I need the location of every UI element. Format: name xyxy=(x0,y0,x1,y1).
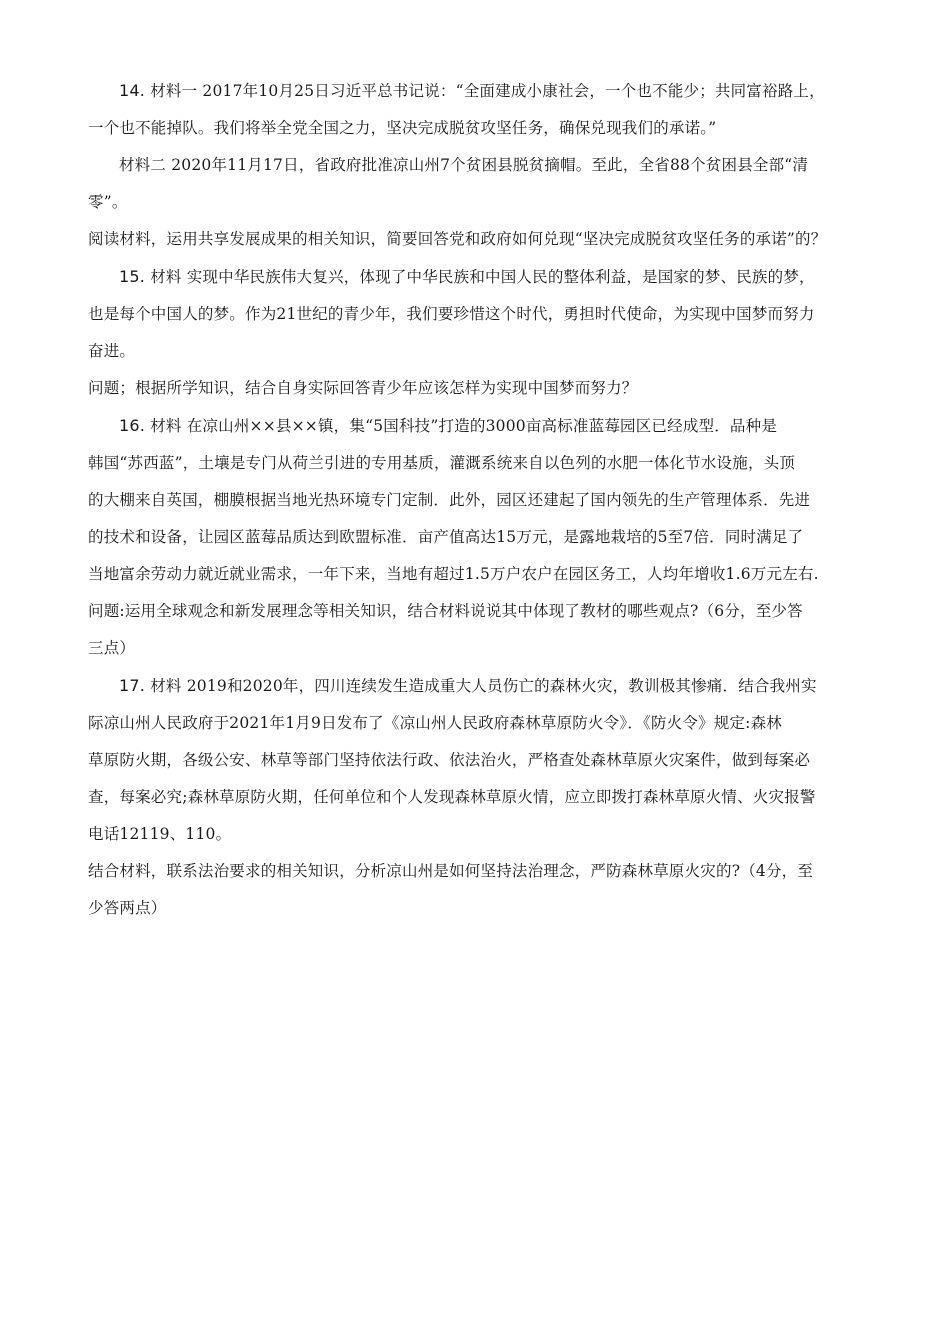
question-number: 15. xyxy=(119,267,146,286)
question-16 xyxy=(88,407,868,667)
question-15 xyxy=(88,258,868,407)
text-line: 当地富余劳动力就近就业需求，一年下来，当地有超过1.5万户农户在园区务工，人均年增收1.6万元左右. xyxy=(88,565,819,583)
text-line: 一个也不能掉队。我们将举全党全国之力，坚决完成脱贫攻坚任务，确保兑现我们的承诺。” xyxy=(88,119,717,137)
question-prompt: 少答两点） xyxy=(88,899,167,917)
text-line: 的大棚来自英国，棚膜根据当地光热环境专门定制．此外，园区还建起了国内领先的生产管理体系．先进 xyxy=(88,491,811,509)
question-prompt: 阅读材料，运用共享发展成果的相关知识，简要回答党和政府如何兑现“坚决完成脱贫攻坚任务的承诺”的？ xyxy=(88,230,827,248)
text-line: 材料一 2017年10月25日习近平总书记说：“全面建成小康社会，一个也不能少；共同富裕路上， xyxy=(150,82,825,100)
text-line: 材料二 2020年11月17日，省政府批准凉山州7个贫困县脱贫摘帽。至此，全省88个贫困县全部“清 xyxy=(119,156,809,174)
text-line: 也是每个中国人的梦。作为21世纪的青少年，我们要珍惜这个时代，勇担时代使命，为实现中国梦而努力 xyxy=(88,305,815,323)
question-17 xyxy=(88,667,868,927)
question-15-line-1 xyxy=(88,258,868,296)
document-page xyxy=(88,72,868,927)
question-prompt: 问题；根据所学知识，结合自身实际回答青少年应该怎样为实现中国梦而努力？ xyxy=(88,379,638,397)
question-prompt: 结合材料，联系法治要求的相关知识，分析凉山州是如何坚持法治理念，严防森林草原火灾的?（4分，至 xyxy=(88,862,814,880)
text-line: 查，每案必究;森林草原防火期，任何单位和个人发现森林草原火情，应立即拨打森林草原火情、火灾报警 xyxy=(88,788,816,806)
question-14-line-1 xyxy=(88,72,868,110)
question-16-line-1 xyxy=(88,407,868,445)
question-number: 16. xyxy=(119,416,146,435)
question-14 xyxy=(88,72,868,258)
text-line: 材料 在凉山州××县××镇，集“5国科技”打造的3000亩高标准蓝莓园区已经成型．品种是 xyxy=(150,417,778,435)
text-line: 韩国“苏西蓝”，土壤是专门从荷兰引进的专用基质，灌溉系统来自以色列的水肥一体化节水设施，头顶 xyxy=(88,454,796,472)
text-line: 的技术和设备，让园区蓝莓品质达到欧盟标准．亩产值高达15万元，是露地栽培的5至7倍．同时满足了 xyxy=(88,528,804,546)
text-line: 奋进。 xyxy=(88,342,136,360)
question-prompt: 三点） xyxy=(88,639,136,657)
question-17-line-1 xyxy=(88,667,868,705)
text-line: 电话12119、110。 xyxy=(88,825,232,843)
text-line: 际凉山州人民政府于2021年1月9日发布了《凉山州人民政府森林草原防火令》．《防火令》规定:森林 xyxy=(88,714,782,732)
text-line: 材料 2019和2020年，四川连续发生造成重大人员伤亡的森林火灾，教训极其惨痛．结合我州实 xyxy=(150,677,817,695)
text-line: 材料 实现中华民族伟大复兴，体现了中华民族和中国人民的整体利益，是国家的梦、民族的梦， xyxy=(150,268,815,286)
text-line: 草原防火期，各级公安、林草等部门坚持依法行政、依法治火，严格查处森林草原火灾案件，做到每案必 xyxy=(88,751,811,769)
text-line: 零”。 xyxy=(88,193,128,211)
question-prompt: 问题:运用全球观念和新发展理念等相关知识，结合材料说说其中体现了教材的哪些观点?（6分，至少答 xyxy=(88,602,803,620)
question-number: 14. xyxy=(119,81,146,100)
question-number: 17. xyxy=(119,676,146,695)
